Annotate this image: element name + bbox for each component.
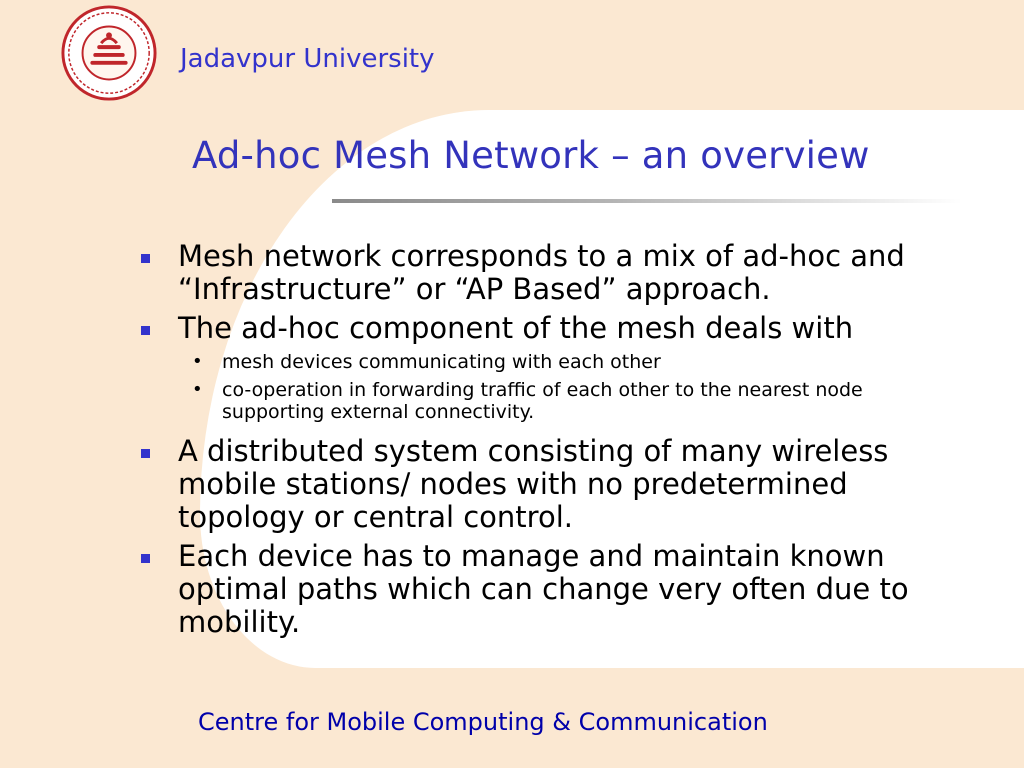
dot-bullet-icon: • [192,351,203,372]
bullet-item [138,540,958,639]
bullet-text: Each device has to manage and maintain known optimal paths which can change very often due to mobility. [178,539,909,639]
university-seal-icon [60,4,158,102]
title-divider [332,199,962,203]
bullet-item [138,240,958,306]
bullet-text: The ad-hoc component of the mesh deals with [178,311,854,345]
footer-text: Centre for Mobile Computing & Communication [198,708,768,736]
sub-bullet-text: co-operation in forwarding traffic of each other to the nearest node supporting external connectivity. [222,379,863,423]
sub-bullet-item [138,379,958,423]
bullet-text: A distributed system consisting of many wireless mobile stations/ nodes with no predetermined topology or central control. [178,434,889,534]
square-bullet-icon [141,449,150,458]
square-bullet-icon [141,554,150,563]
bullet-item [138,312,958,345]
bullet-item [138,435,958,534]
square-bullet-icon [141,254,150,263]
university-name: Jadavpur University [180,44,435,74]
dot-bullet-icon: • [192,379,203,400]
square-bullet-icon [141,326,150,335]
sub-bullet-text: mesh devices communicating with each other [222,351,661,373]
bullet-text: Mesh network corresponds to a mix of ad-hoc and “Infrastructure” or “AP Based” approach. [178,239,905,306]
sub-bullet-item [138,351,958,373]
slide-title: Ad-hoc Mesh Network – an overview [192,134,870,177]
bullet-list [138,240,958,645]
